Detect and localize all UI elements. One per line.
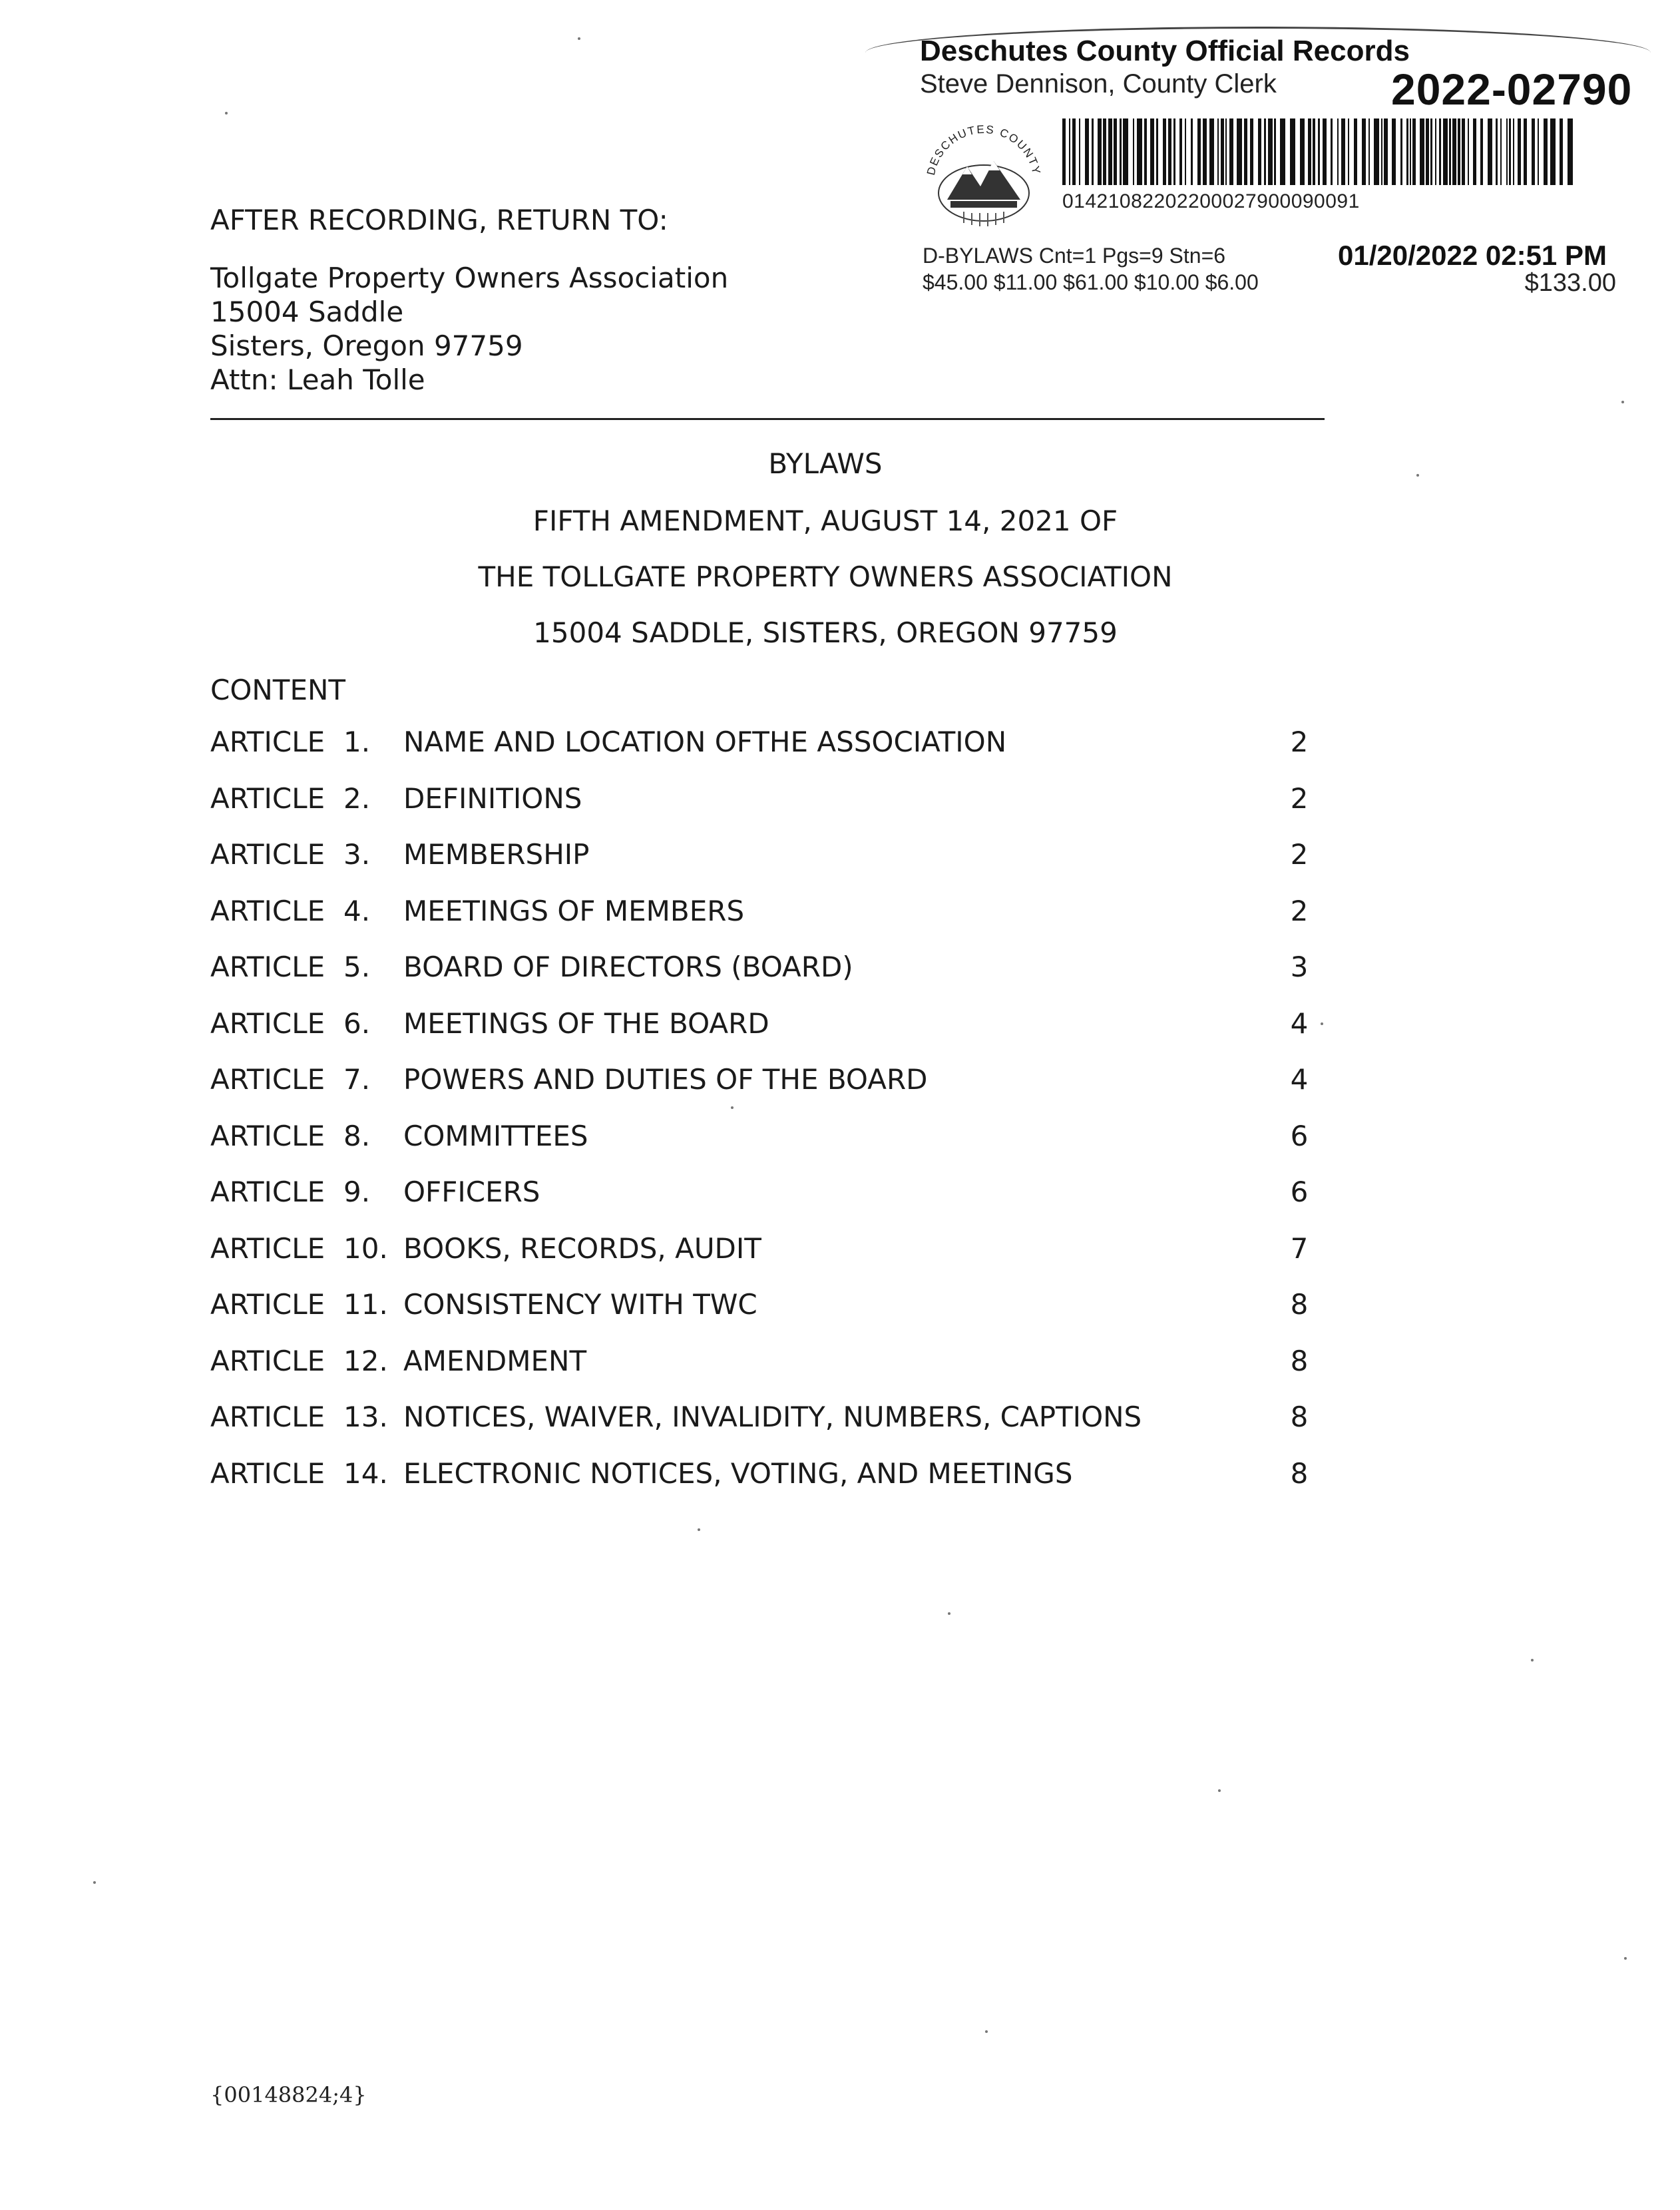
barcode-bar <box>1435 118 1436 185</box>
barcode-bar <box>1120 118 1122 185</box>
barcode-bar <box>1225 118 1227 185</box>
toc-row <box>210 838 1355 895</box>
barcode-bar <box>1323 118 1327 185</box>
toc-article-title: BOARD OF DIRECTORS (BOARD) <box>403 951 853 983</box>
barcode-bar <box>1069 118 1070 185</box>
barcode-bar <box>1509 118 1511 185</box>
barcode-bar <box>1354 118 1357 185</box>
toc-article-number: 9. <box>343 1176 371 1208</box>
barcode-bar <box>1500 118 1502 185</box>
barcode-bar <box>1568 118 1573 185</box>
barcode-bar <box>1209 118 1214 185</box>
barcode-bar <box>1458 118 1460 185</box>
barcode-bar <box>1179 118 1182 185</box>
barcode-bar <box>1079 118 1080 185</box>
barcode-bar <box>1229 118 1233 185</box>
toc-page-number: 6 <box>1290 1119 1309 1152</box>
toc-page-number: 7 <box>1290 1231 1309 1265</box>
toc-page-number: 6 <box>1290 1176 1309 1208</box>
toc-article-title: POWERS AND DUTIES OF THE BOARD <box>403 1063 928 1096</box>
toc-article-title: NAME AND LOCATION OFTHE ASSOCIATION <box>403 726 1007 758</box>
barcode-bar <box>1443 118 1448 185</box>
toc-article-label: ARTICLE <box>210 1063 325 1096</box>
barcode-bar <box>1203 118 1207 185</box>
barcode-bar <box>1114 118 1117 185</box>
barcode-bar <box>1168 118 1171 185</box>
scan-speck <box>698 1528 700 1531</box>
barcode-bar <box>1133 118 1134 185</box>
toc-article-label: ARTICLE <box>210 1231 325 1265</box>
toc-page-number: 8 <box>1290 1288 1309 1321</box>
barcode-bar <box>1410 118 1411 185</box>
toc-row <box>210 726 1355 782</box>
barcode-bar <box>1137 118 1142 185</box>
toc-article-title: NOTICES, WAIVER, INVALIDITY, NUMBERS, CAPTIONS <box>403 1401 1142 1433</box>
barcode-bar <box>1550 118 1556 185</box>
divider-rule <box>210 418 1325 420</box>
barcode-bar <box>1430 118 1432 185</box>
toc-article-number: 11. <box>343 1288 388 1321</box>
barcode-bar <box>1244 118 1247 185</box>
recording-office: Deschutes County Official Records <box>920 35 1410 67</box>
toc-article-title: AMENDMENT <box>403 1344 587 1377</box>
barcode-bar <box>1341 118 1345 185</box>
barcode-bar <box>1412 118 1416 185</box>
toc-row <box>210 951 1355 1007</box>
toc-article-title: MEMBERSHIP <box>403 838 590 871</box>
barcode-bar <box>1062 118 1066 185</box>
toc-page-number: 4 <box>1290 1006 1309 1040</box>
toc-page-number: 3 <box>1290 951 1309 983</box>
toc-article-number: 5. <box>343 951 371 983</box>
barcode-bar <box>1221 118 1224 185</box>
barcode-bar <box>1331 118 1333 185</box>
amendment-line: FIFTH AMENDMENT, AUGUST 14, 2021 OF <box>532 505 1118 537</box>
barcode-bar <box>1406 118 1408 185</box>
barcode-bar <box>1156 118 1158 185</box>
barcode-bar <box>1488 118 1492 185</box>
barcode-bar <box>1103 118 1106 185</box>
barcode-bar <box>1258 118 1261 185</box>
scan-speck <box>948 1612 950 1615</box>
barcode-bar <box>1108 118 1112 185</box>
toc-article-title: MEETINGS OF THE BOARD <box>403 1006 769 1040</box>
toc-row <box>210 1457 1355 1514</box>
toc-article-number: 1. <box>343 726 371 758</box>
barcode-bar <box>1524 118 1527 185</box>
barcode-bar <box>1085 118 1089 185</box>
barcode-bar <box>1098 118 1102 185</box>
barcode-bar <box>1250 118 1253 185</box>
scan-speck <box>1621 401 1624 403</box>
toc-article-title: DEFINITIONS <box>403 781 582 815</box>
barcode-bar <box>1473 118 1476 185</box>
toc-row <box>210 1120 1355 1176</box>
barcode-bar <box>1374 118 1379 185</box>
barcode-bar <box>1144 118 1147 185</box>
scan-speck <box>1624 1957 1627 1960</box>
toc-article-title: ELECTRONIC NOTICES, VOTING, AND MEETINGS <box>403 1456 1073 1490</box>
toc-article-number: 12. <box>343 1344 388 1377</box>
barcode-bar <box>1452 118 1456 185</box>
scan-speck <box>1416 474 1419 477</box>
barcode-bar <box>1274 118 1276 185</box>
return-line: 15004 Saddle <box>210 296 404 328</box>
scan-speck <box>225 112 228 114</box>
toc-row <box>210 1288 1355 1345</box>
return-address-block <box>210 203 728 397</box>
barcode-bar <box>1368 118 1370 185</box>
barcode-bar <box>1173 118 1175 185</box>
scan-speck <box>985 2030 988 2033</box>
toc-article-title: COMMITTEES <box>403 1119 588 1152</box>
barcode-bar <box>1348 118 1349 185</box>
toc-article-number: 14. <box>343 1456 388 1490</box>
toc-article-label: ARTICLE <box>210 838 325 871</box>
toc-row <box>210 1007 1355 1064</box>
barcode-bar <box>1290 118 1295 185</box>
return-line: Tollgate Property Owners Association <box>210 262 729 294</box>
barcode-bar <box>1426 118 1429 185</box>
toc-article-label: ARTICLE <box>210 894 325 927</box>
barcode-bar <box>1449 118 1451 185</box>
barcode-bar <box>1280 118 1285 185</box>
toc-article-label: ARTICLE <box>210 1006 325 1040</box>
scan-speck <box>1531 1659 1534 1661</box>
barcode-bar <box>1163 118 1166 185</box>
toc-page-number: 2 <box>1290 781 1309 815</box>
toc-article-number: 13. <box>343 1401 388 1433</box>
toc-article-label: ARTICLE <box>210 1288 325 1321</box>
barcode-bar <box>1560 118 1563 185</box>
barcode-bar <box>1518 118 1521 185</box>
toc-article-label: ARTICLE <box>210 1456 325 1490</box>
barcode-bar <box>1308 118 1311 185</box>
barcode-bar <box>1268 118 1273 185</box>
table-of-contents <box>210 726 1355 1513</box>
association-address: 15004 SADDLE, SISTERS, OREGON 97759 <box>533 616 1118 649</box>
recording-codes: D-BYLAWS Cnt=1 Pgs=9 Stn=6 <box>923 244 1226 268</box>
barcode-bar <box>1197 118 1201 185</box>
barcode-bar <box>1337 118 1339 185</box>
barcode-bar <box>1318 118 1320 185</box>
toc-article-label: ARTICLE <box>210 1119 325 1152</box>
scan-speck <box>1321 1022 1323 1025</box>
toc-article-title: CONSISTENCY WITH TWC <box>403 1288 757 1321</box>
toc-page-number: 8 <box>1290 1344 1309 1377</box>
document-title: BYLAWS <box>768 447 883 480</box>
association-name: THE TOLLGATE PROPERTY OWNERS ASSOCIATION <box>478 560 1173 593</box>
barcode-bar <box>1217 118 1219 185</box>
toc-row <box>210 895 1355 951</box>
toc-article-label: ARTICLE <box>210 1176 325 1208</box>
toc-article-label: ARTICLE <box>210 951 325 983</box>
toc-row <box>210 1232 1355 1289</box>
barcode-bar <box>1439 118 1441 185</box>
svg-text:DESCHUTES COUNTY: DESCHUTES COUNTY <box>924 122 1044 177</box>
barcode-bar <box>1513 118 1514 185</box>
scan-speck <box>578 37 580 40</box>
toc-article-number: 2. <box>343 781 371 815</box>
barcode-bar <box>1496 118 1498 185</box>
barcode-bar <box>1420 118 1424 185</box>
barcode-bar <box>1468 118 1469 185</box>
toc-article-number: 7. <box>343 1063 371 1096</box>
toc-row <box>210 1063 1355 1120</box>
barcode-bar <box>1300 118 1305 185</box>
scan-speck <box>731 1106 734 1109</box>
county-seal-icon <box>917 120 1050 230</box>
barcode-bar <box>1381 118 1382 185</box>
toc-article-number: 3. <box>343 838 371 871</box>
barcode-bar <box>1544 118 1548 185</box>
barcode-bar <box>1191 118 1193 185</box>
recording-total: $133.00 <box>1524 269 1616 297</box>
scan-speck <box>93 1881 96 1884</box>
barcode <box>1062 118 1575 185</box>
barcode-bar <box>1123 118 1128 185</box>
content-heading: CONTENT <box>210 674 346 706</box>
toc-article-number: 4. <box>343 894 371 927</box>
barcode-bar <box>1384 118 1388 185</box>
return-heading: AFTER RECORDING, RETURN TO: <box>210 204 668 236</box>
return-line: Attn: Leah Tolle <box>210 363 425 396</box>
barcode-bar <box>1313 118 1315 185</box>
toc-page-number: 2 <box>1290 894 1309 927</box>
barcode-number: 01421082202200027900090091 <box>1062 190 1360 212</box>
county-clerk: Steve Dennison, County Clerk <box>920 69 1277 99</box>
toc-page-number: 2 <box>1290 726 1309 758</box>
toc-article-number: 10. <box>343 1231 388 1265</box>
barcode-bar <box>1392 118 1396 185</box>
toc-page-number: 4 <box>1290 1063 1309 1096</box>
barcode-bar <box>1506 118 1508 185</box>
toc-article-title: BOOKS, RECORDS, AUDIT <box>403 1231 761 1265</box>
barcode-bar <box>1480 118 1483 185</box>
toc-row <box>210 1345 1355 1401</box>
return-line: Sisters, Oregon 97759 <box>210 330 523 362</box>
toc-page-number: 8 <box>1290 1401 1309 1433</box>
toc-article-number: 8. <box>343 1119 371 1152</box>
barcode-bar <box>1462 118 1465 185</box>
barcode-bar <box>1264 118 1266 185</box>
barcode-bar <box>1072 118 1076 185</box>
toc-row <box>210 782 1355 839</box>
barcode-bar <box>1237 118 1242 185</box>
barcode-bar <box>1092 118 1094 185</box>
recording-fees: $45.00 $11.00 $61.00 $10.00 $6.00 <box>923 270 1259 294</box>
toc-article-label: ARTICLE <box>210 1401 325 1433</box>
barcode-bar <box>1362 118 1366 185</box>
toc-row <box>210 1176 1355 1232</box>
toc-article-number: 6. <box>343 1006 371 1040</box>
barcode-bar <box>1400 118 1402 185</box>
document-number: 2022-02790 <box>1391 65 1633 114</box>
barcode-bar <box>1532 118 1535 185</box>
barcode-bar <box>1150 118 1154 185</box>
recording-datetime: 01/20/2022 02:51 PM <box>1338 240 1607 271</box>
toc-row <box>210 1401 1355 1457</box>
toc-article-label: ARTICLE <box>210 726 325 758</box>
scan-speck <box>1218 1789 1221 1792</box>
toc-article-label: ARTICLE <box>210 1344 325 1377</box>
barcode-bar <box>1538 118 1539 185</box>
toc-article-title: OFFICERS <box>403 1176 540 1208</box>
toc-article-title: MEETINGS OF MEMBERS <box>403 894 745 927</box>
toc-page-number: 8 <box>1290 1456 1309 1490</box>
toc-article-label: ARTICLE <box>210 781 325 815</box>
barcode-bar <box>1185 118 1186 185</box>
document-id-footer: {00148824;4} <box>210 2082 367 2107</box>
toc-page-number: 2 <box>1290 838 1309 871</box>
